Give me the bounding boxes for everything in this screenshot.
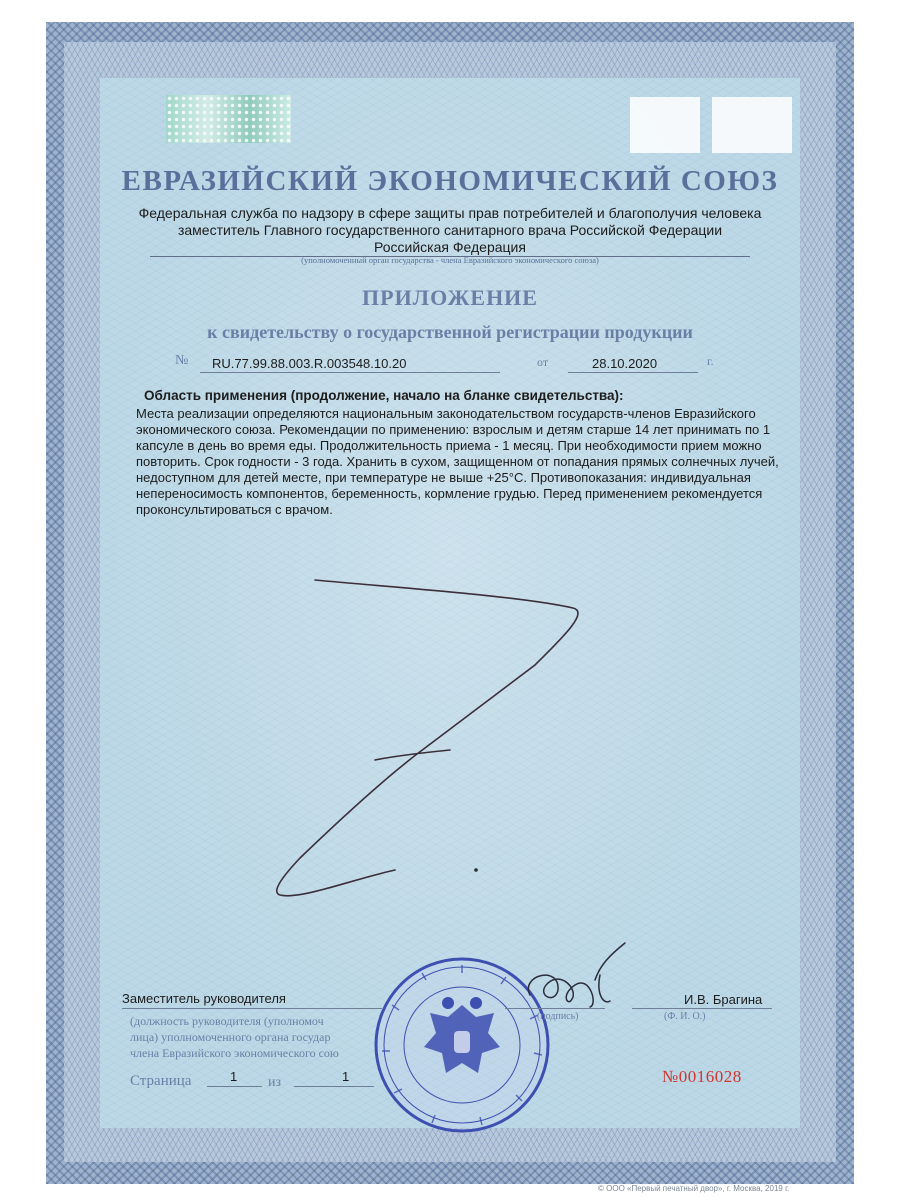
agency-line: Российская Федерация [374,239,526,255]
position-underline [122,1008,382,1009]
scope-heading: Область применения (продолжение, начало на бланке свидетельства): [144,388,624,403]
year-suffix: г. [707,354,714,368]
agency-caption: (уполномоченный орган государства - члена Евразийского экономического союза) [301,255,599,265]
name-underline [632,1008,772,1009]
position-caption: члена Евразийского экономического сою [130,1046,339,1060]
serial-number: №0016028 [662,1067,742,1086]
page-current-underline [207,1086,262,1087]
page-of-label: из [268,1075,282,1090]
registration-date: 28.10.2020 [592,356,658,371]
appendix-subtitle: к свидетельству о государственной регистрации продукции [207,322,693,342]
position-caption: (должность руководителя (уполномоч [130,1014,324,1028]
agency-line: Федеральная служба по надзору в сфере защиты прав потребителей и благополучия человека [138,205,762,221]
fio-caption: (Ф. И. О.) [664,1011,706,1022]
number-label: № [175,353,189,368]
date-from-label: от [537,355,549,369]
page-label: Страница [130,1073,192,1089]
appendix-title: ПРИЛОЖЕНИЕ [362,285,538,310]
signatory-position: Заместитель руководителя [122,991,286,1006]
signature-caption: (подпись) [537,1011,579,1022]
page-current: 1 [230,1069,238,1084]
registration-number: RU.77.99.88.003.R.003548.10.20 [212,356,407,371]
signature-underline [505,1008,605,1009]
signatory-name: И.В. Брагина [684,992,763,1007]
page-total: 1 [342,1069,350,1084]
agency-line: заместитель Главного государственного санитарного врача Российской Федерации [177,222,723,238]
printer-note: © ООО «Первый печатный двор», г. Москва, 2019 г. [598,1184,790,1193]
position-caption: лица) уполномоченного органа государ [130,1030,331,1044]
union-title: ЕВРАЗИЙСКИЙ ЭКОНОМИЧЕСКИЙ СОЮЗ [121,165,779,197]
scope-text: Места реализации определяются национальным законодательством государств-членов Евразийского экономического союза. Рекомендации по применению: взрослым и детям старше 14 лет принимать по 1 капсуле в день во время еды. Продолжительность приема - 1 месяц. При необходимости прием можно повторить. Срок годности - 3 года. Хранить в сухом, защищенном от попадания прямых солнечных лучей, недоступном для детей месте, при температуре не выше +25°C. Противопоказания: индивидуальная непереносимость компонентов, беременность, кормление грудью. Перед применением рекомендуется проконсультироваться с врачом. [136,406,779,517]
page-total-underline [294,1086,374,1087]
